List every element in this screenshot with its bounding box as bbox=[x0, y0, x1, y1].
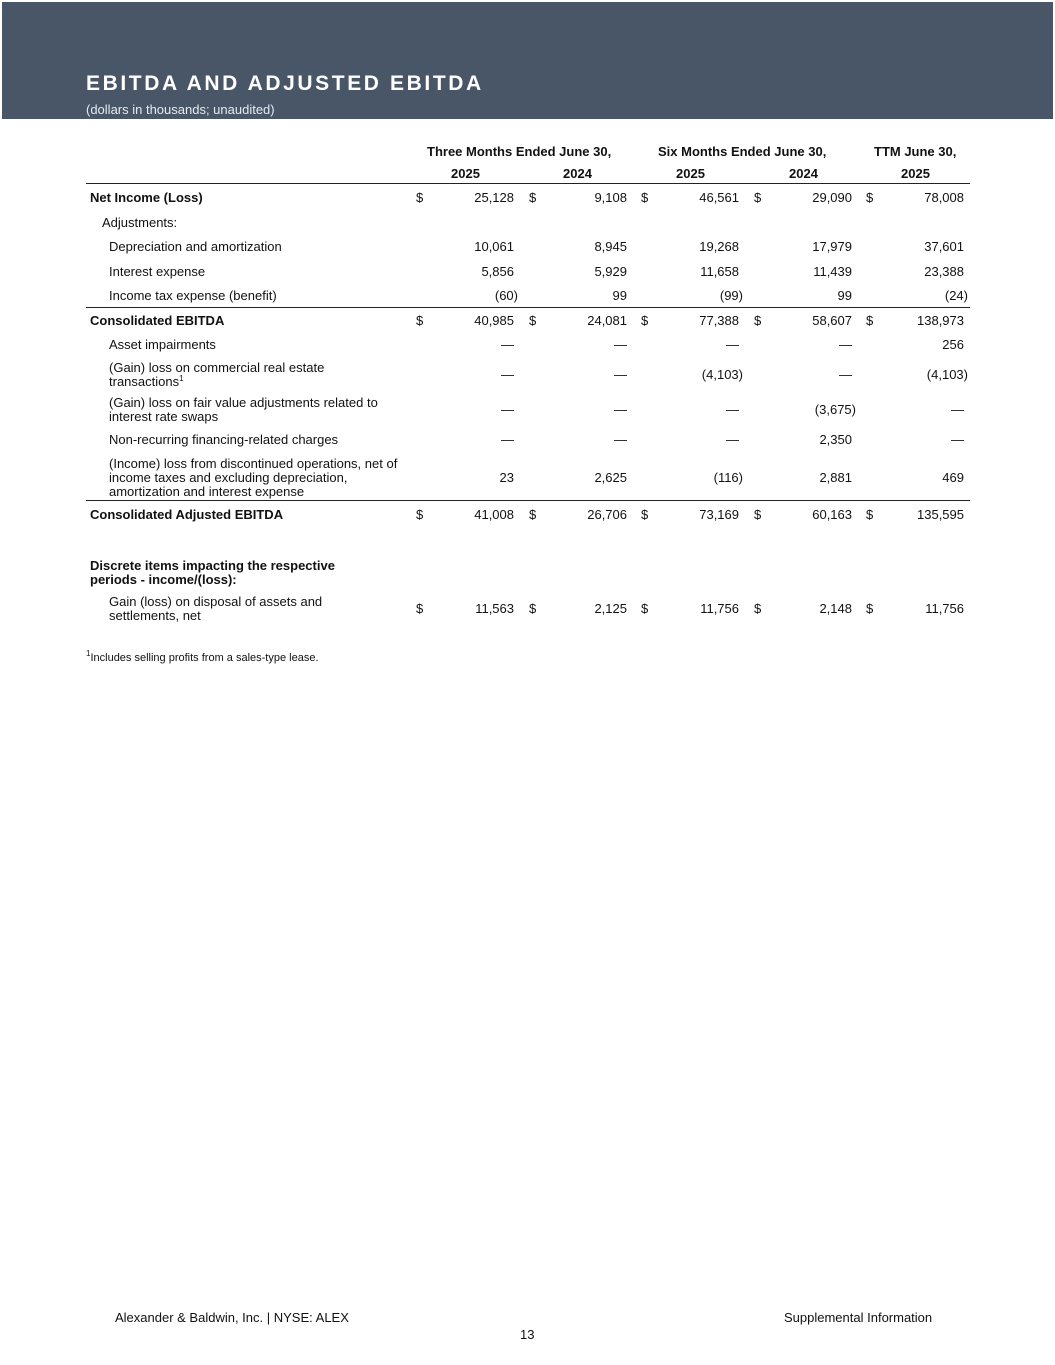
value-cell: 135,595 bbox=[917, 507, 964, 522]
value-cell: — bbox=[501, 432, 514, 447]
row-label: Adjustments: bbox=[102, 215, 178, 230]
value-cell: 58,607 bbox=[812, 313, 852, 328]
row-label: Asset impairments bbox=[109, 337, 216, 352]
value-cell: — bbox=[951, 432, 964, 447]
currency-symbol: $ bbox=[754, 507, 762, 522]
value-cell: 9,108 bbox=[594, 190, 627, 205]
value-cell: 10,061 bbox=[474, 239, 514, 254]
value-cell: 138,973 bbox=[917, 313, 964, 328]
currency-symbol: $ bbox=[754, 313, 762, 328]
value-cell: 5,856 bbox=[481, 264, 514, 279]
row-label: Non-recurring financing-related charges bbox=[109, 432, 339, 447]
subtotal-rule bbox=[86, 500, 970, 501]
value-cell: (99) bbox=[719, 288, 743, 303]
value-cell: 23 bbox=[499, 470, 514, 485]
value-cell: 11,756 bbox=[925, 601, 964, 616]
column-group-three-months: Three Months Ended June 30, bbox=[427, 144, 612, 159]
year-header: 2024 bbox=[563, 166, 592, 181]
subtotal-rule bbox=[86, 307, 970, 308]
footer-section: Supplemental Information bbox=[784, 1310, 933, 1325]
value-cell: — bbox=[839, 367, 852, 382]
currency-symbol: $ bbox=[416, 601, 424, 616]
header-banner bbox=[2, 2, 1053, 119]
value-cell: 8,945 bbox=[594, 239, 627, 254]
value-cell: 11,658 bbox=[700, 264, 739, 279]
value-cell: 25,128 bbox=[474, 190, 514, 205]
section-heading: Discrete items impacting the respective periods - income/(loss): bbox=[90, 558, 335, 587]
value-cell: — bbox=[839, 337, 852, 352]
currency-symbol: $ bbox=[641, 507, 649, 522]
value-cell: — bbox=[614, 367, 627, 382]
currency-symbol: $ bbox=[529, 313, 537, 328]
value-cell: 46,561 bbox=[699, 190, 739, 205]
currency-symbol: $ bbox=[641, 601, 649, 616]
value-cell: — bbox=[501, 402, 514, 417]
value-cell: (60) bbox=[494, 288, 518, 303]
value-cell: 29,090 bbox=[812, 190, 852, 205]
value-cell: — bbox=[726, 432, 739, 447]
column-group-ttm: TTM June 30, bbox=[874, 144, 957, 159]
value-cell: (4,103) bbox=[701, 367, 743, 382]
row-label: Consolidated Adjusted EBITDA bbox=[90, 507, 284, 522]
currency-symbol: $ bbox=[529, 190, 537, 205]
row-label: Net Income (Loss) bbox=[90, 190, 203, 205]
page-subtitle: (dollars in thousands; unaudited) bbox=[86, 102, 275, 117]
year-header: 2025 bbox=[901, 166, 930, 181]
value-cell: 26,706 bbox=[587, 507, 627, 522]
row-label: Gain (loss) on disposal of assets and settlements, net bbox=[109, 594, 323, 623]
value-cell: 469 bbox=[942, 470, 964, 485]
value-cell: 2,881 bbox=[819, 470, 852, 485]
value-cell: (116) bbox=[713, 470, 743, 485]
currency-symbol: $ bbox=[416, 190, 424, 205]
currency-symbol: $ bbox=[866, 190, 874, 205]
value-cell: — bbox=[614, 402, 627, 417]
value-cell: 23,388 bbox=[924, 264, 964, 279]
year-header: 2025 bbox=[451, 166, 480, 181]
currency-symbol: $ bbox=[866, 601, 874, 616]
value-cell: 2,148 bbox=[819, 601, 852, 616]
value-cell: 11,439 bbox=[813, 264, 852, 279]
currency-symbol: $ bbox=[754, 190, 762, 205]
value-cell: — bbox=[726, 337, 739, 352]
currency-symbol: $ bbox=[529, 601, 537, 616]
value-cell: 99 bbox=[837, 288, 852, 303]
value-cell: 73,169 bbox=[699, 507, 739, 522]
value-cell: — bbox=[614, 432, 627, 447]
row-label: Consolidated EBITDA bbox=[90, 313, 225, 328]
year-header: 2025 bbox=[676, 166, 705, 181]
value-cell: 2,350 bbox=[819, 432, 852, 447]
value-cell: 40,985 bbox=[474, 313, 514, 328]
footnote-ref: 1 bbox=[179, 374, 184, 383]
value-cell: 24,081 bbox=[587, 313, 627, 328]
value-cell: (24) bbox=[944, 288, 968, 303]
header-rule bbox=[86, 183, 970, 184]
row-label: (Income) loss from discontinued operations, net of income taxes and excluding depreciation, amortization and interest expense bbox=[109, 456, 398, 499]
value-cell: 78,008 bbox=[924, 190, 964, 205]
value-cell: — bbox=[501, 367, 514, 382]
value-cell: 256 bbox=[942, 337, 964, 352]
currency-symbol: $ bbox=[866, 313, 874, 328]
value-cell: — bbox=[614, 337, 627, 352]
row-label: (Gain) loss on fair value adjustments related to interest rate swaps bbox=[109, 395, 378, 424]
value-cell: (4,103) bbox=[926, 367, 968, 382]
footnote-marker: 1 bbox=[86, 649, 91, 658]
value-cell: 5,929 bbox=[594, 264, 627, 279]
value-cell: 17,979 bbox=[812, 239, 852, 254]
value-cell: 77,388 bbox=[699, 313, 739, 328]
value-cell: 2,125 bbox=[594, 601, 627, 616]
value-cell: — bbox=[726, 402, 739, 417]
value-cell: 11,756 bbox=[700, 601, 739, 616]
page-number: 13 bbox=[520, 1327, 535, 1342]
currency-symbol: $ bbox=[866, 507, 874, 522]
page-title: EBITDA AND ADJUSTED EBITDA bbox=[86, 72, 484, 95]
column-group-six-months: Six Months Ended June 30, bbox=[658, 144, 827, 159]
value-cell: — bbox=[951, 402, 964, 417]
row-label: (Gain) loss on commercial real estate transactions$^1$ bbox=[109, 360, 325, 389]
currency-symbol: $ bbox=[641, 313, 649, 328]
row-label: Interest expense bbox=[109, 264, 206, 279]
value-cell: 19,268 bbox=[699, 239, 739, 254]
footnote: $^1$Includes selling profits from a sales-type lease. bbox=[86, 649, 319, 664]
currency-symbol: $ bbox=[529, 507, 537, 522]
year-header: 2024 bbox=[789, 166, 818, 181]
footer-company: Alexander & Baldwin, Inc. | NYSE: ALEX bbox=[115, 1310, 349, 1325]
row-label: Income tax expense (benefit) bbox=[109, 288, 277, 303]
currency-symbol: $ bbox=[754, 601, 762, 616]
value-cell: 2,625 bbox=[594, 470, 627, 485]
value-cell: 11,563 bbox=[475, 601, 514, 616]
currency-symbol: $ bbox=[416, 313, 424, 328]
value-cell: (3,675) bbox=[814, 402, 856, 417]
value-cell: 99 bbox=[612, 288, 627, 303]
value-cell: 41,008 bbox=[474, 507, 514, 522]
currency-symbol: $ bbox=[416, 507, 424, 522]
value-cell: 60,163 bbox=[812, 507, 852, 522]
value-cell: 37,601 bbox=[924, 239, 964, 254]
currency-symbol: $ bbox=[641, 190, 649, 205]
row-label: Depreciation and amortization bbox=[109, 239, 282, 254]
value-cell: — bbox=[501, 337, 514, 352]
